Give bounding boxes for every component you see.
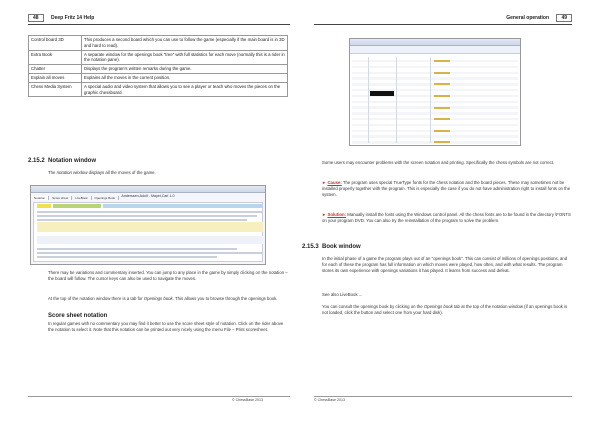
bullet-icon: ► (322, 212, 328, 217)
section-number: 2.15.2 (28, 158, 45, 164)
notation-intro (48, 170, 288, 176)
cause-text: The program uses special TrueType fonts for the chess notation and the board pieces. These may sometimes not be installed properly together with the program. This is especially the case if you do not have administration right to install fonts on the system. (322, 180, 571, 198)
move-comment-highlight (103, 204, 263, 208)
right-page-number: 49 (556, 14, 572, 22)
left-header-title: Deep Fritz 14 Help (50, 15, 95, 21)
annotation-block-2 (37, 236, 263, 244)
para2-text-1: At the top of the notation window there is a tab for (48, 296, 144, 301)
feature-description: A special audio and video system that allows you to see a player or teach who moves the pieces on the graphic chessboard. (82, 82, 288, 97)
book-toolbar (350, 46, 520, 54)
notation-game-title: Anderssen,Adolf - Mayet,Carl 1-0 (121, 194, 175, 198)
book-para-1: In the initial phase of a game the program plays out of an "openings book". This can consist of millions of openings positions, and for each of these the program has full information on which moves were played, how often, and with what results. The program stores its own experience with openings variations it has played. It learns from success and defeat. (322, 256, 568, 274)
features-row (29, 82, 288, 97)
book3-text-2: tab at the top of the notation window (if an openings book is not loaded, click the button and select one from your hard disk). (322, 304, 568, 316)
tab-openings-book[interactable]: Openings Book (92, 196, 120, 200)
notation-line (37, 219, 247, 221)
feature-name: Chess Media System (29, 82, 82, 97)
right-page (302, 0, 600, 424)
move-highlight (37, 204, 51, 208)
features-table (28, 35, 288, 97)
openings-book-screenshot (349, 38, 521, 146)
right-footer-rule (314, 396, 572, 397)
solution-para (322, 212, 572, 224)
section-number: 2.15.3 (302, 244, 319, 250)
solution-label: Solution: (327, 212, 347, 217)
feature-name: Chatter (29, 65, 82, 74)
score-sheet-text: In regular games with no commentary you may find it better to use the score sheet style of notation. Click on the rider above the notation to select it. Note that this notation can be printed out very nicely using the menu File – Print scoresheet. (48, 321, 284, 333)
notation-window-heading (28, 158, 96, 164)
features-row (29, 73, 288, 82)
book3-em: Openings book (423, 304, 453, 309)
right-header-title: General operation (506, 15, 550, 21)
move-highlight-green (53, 204, 101, 208)
book-para-3 (322, 304, 572, 316)
book-para-2: See also LiveBook ... (322, 292, 363, 297)
section-title: Notation window (48, 158, 96, 164)
book-selected-row (370, 91, 394, 96)
cause-para (322, 180, 572, 199)
book-column-sep (368, 57, 369, 143)
problems-para: Some users may encounter problems with the screen notation and printing. Specifically the chess symbols are not correct. (322, 160, 555, 165)
features-row (29, 65, 288, 74)
notation-line (37, 248, 237, 250)
feature-name: Control board 3D (29, 36, 82, 51)
left-page (0, 0, 298, 424)
intro-text-1: The (48, 170, 57, 175)
intro-em: notation window (56, 170, 88, 175)
left-header (28, 14, 94, 24)
bullet-icon: ► (322, 180, 328, 185)
tab-livebook[interactable]: LiveBook (72, 196, 91, 200)
book-window-heading (302, 244, 361, 250)
notation-line (37, 215, 257, 217)
feature-description: Explains all the moves in the current position. (82, 73, 288, 82)
notation-line (37, 256, 217, 258)
annotation-block (37, 222, 263, 232)
left-footer-rule (28, 396, 290, 397)
feature-description: Displays the program's written remarks during the game. (82, 65, 288, 74)
feature-name: Explain all moves (29, 73, 82, 82)
para2-em: Openings book (143, 296, 173, 301)
notation-line (37, 211, 263, 213)
feature-description: A separate window for the openings book "tree" with full statistics for each move (normally this is a rider in the notation pane). (82, 50, 288, 65)
feature-name: Extra Book (29, 50, 82, 65)
book-stat-bar (434, 141, 450, 143)
left-header-rule (28, 24, 290, 25)
para2-text-2: . This allows you to browse through the openings book. (172, 296, 278, 301)
notation-para-2 (48, 296, 288, 302)
left-page-number: 48 (28, 14, 44, 22)
notation-line (37, 252, 263, 254)
notation-para-1: There may be variations and commentary inserted. You can jump to any place in the game by simply clicking on the notation – the board will follow. The cursor keys can also be used to navigate the moves. (48, 270, 288, 282)
cause-label: Cause: (327, 180, 342, 185)
book-column-sep (396, 57, 397, 143)
tab-notation[interactable]: Notation (31, 196, 49, 200)
feature-description: This produces a second board which you can use to follow the game (especially if the main board is in 3D and hard to read). (82, 36, 288, 51)
right-header-rule (314, 24, 572, 25)
book3-text-1: You can consult the openings book by clicking on the (322, 304, 424, 309)
book-tabbar (350, 39, 520, 46)
notation-window-screenshot (30, 185, 266, 265)
tab-score-sheet[interactable]: Score sheet (49, 196, 72, 200)
book-column-sep (430, 57, 431, 143)
section-title: Book window (322, 244, 361, 250)
left-footer: © ChessBase 2013 (232, 398, 264, 402)
features-row (29, 50, 288, 65)
features-row (29, 36, 288, 51)
solution-text: Manually install the fonts using the Windows control panel. All the chess fonts are to be found in the directory \FONTS on your program DVD. You can also try the reinstallation of the program to solve the problem. (322, 212, 571, 224)
intro-text-2: displays all the moves of the game. (87, 170, 156, 175)
right-header (506, 14, 572, 24)
score-sheet-heading: Score sheet notation (48, 313, 108, 319)
right-footer: © ChessBase 2013 (314, 398, 346, 402)
